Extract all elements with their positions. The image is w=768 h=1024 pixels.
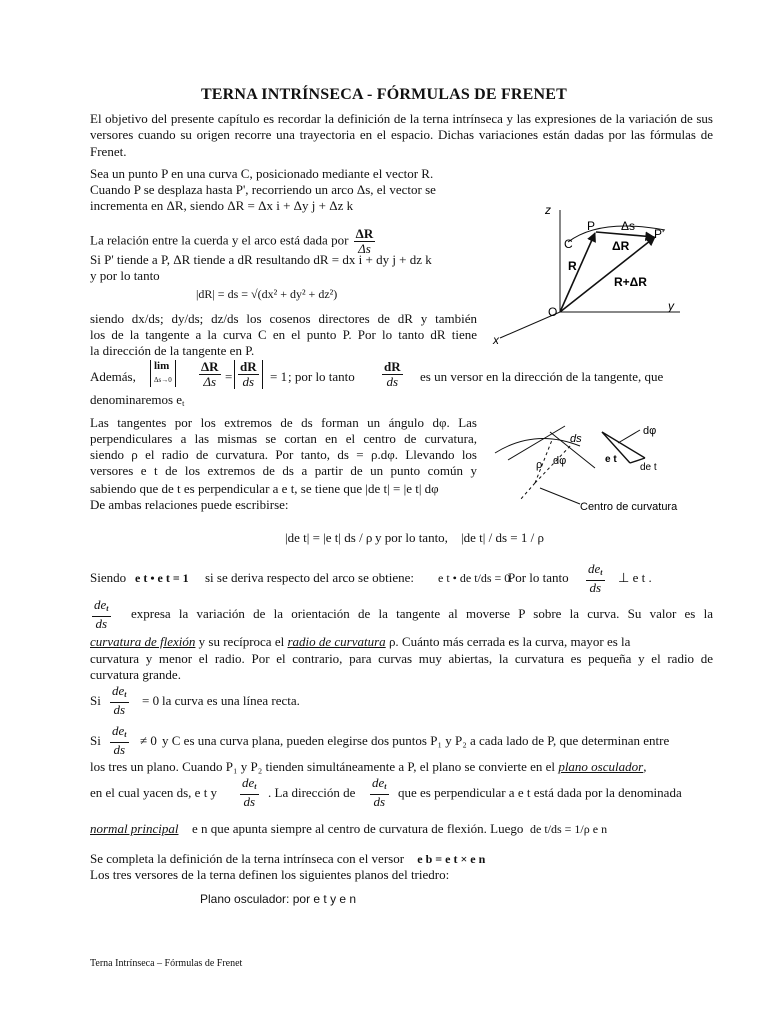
label-x: x	[493, 333, 499, 347]
por-lo-tanto: ; por lo tanto	[288, 369, 355, 384]
text-line: curvatura grande.	[90, 667, 181, 682]
label-o: O	[548, 305, 558, 319]
label-delta-r: ΔR	[612, 239, 630, 253]
text-line: incrementa en ΔR, siendo ΔR = Δx i + Δy j + Δz k	[90, 198, 354, 213]
text-line: perpendiculares a las mismas se cortan en el centro de curvatura,	[90, 431, 477, 446]
eq-derivative-zero: e t • de t/ds = 0	[438, 571, 511, 585]
equals-zero: = 0	[142, 693, 160, 708]
normal-principal-line	[90, 812, 713, 846]
det-ds-fraction-big: $de_t$ ds	[94, 597, 109, 631]
det-ds-fraction-4: $de_t$ ds	[112, 723, 127, 757]
centro-pointer	[540, 488, 580, 504]
label-r: R	[568, 259, 577, 273]
dphi-pointer	[618, 430, 640, 443]
text-line: sabiendo que de t es perpendicular a e t, se tiene que |de t| = |e t| dφ	[90, 481, 439, 496]
label-dphi: dφ	[553, 455, 567, 467]
text-span: los tres un plano. Cuando P₁ y P₂ tienden simultáneamente a P, el plano se convierte en el	[90, 759, 556, 774]
label-rho: ρ	[536, 459, 543, 471]
not-equal-zero: ≠ 0	[140, 733, 157, 748]
label-z: z	[545, 203, 551, 217]
text-span: Se completa la definición de la terna intrínseca con el versor	[90, 851, 405, 866]
yacen-line	[90, 776, 713, 810]
text-span: ρ. Cuánto más cerrada es la curva, mayor es la	[388, 634, 631, 649]
text-line: curvatura y menor el radio. Por el contrario, para curvas muy abiertas, la curvatura es pequeña y el radio de	[90, 651, 713, 666]
eq-binormal: e b = e t × e n	[417, 852, 486, 866]
text-span: e n que apunta siempre al centro de curvatura de flexión. Luego	[192, 821, 524, 836]
curvatura-flexion: curvatura de flexión	[90, 634, 196, 649]
denominaremos-text: denominaremos e	[90, 392, 183, 407]
dr-ds-fraction: $\frac{dR}{ds}$	[234, 360, 263, 389]
text-line: y por lo tanto	[90, 268, 160, 283]
curvature-equations	[285, 520, 585, 556]
text-span: en el cual yacen ds, e t y	[90, 785, 218, 800]
text-line: Los tres versores de la terna definen los siguientes planos del triedro:	[90, 867, 450, 882]
eq-curvature-normal: de t/ds = 1/ρ e n	[530, 822, 608, 836]
eq-et-dot-et: e t • e t = 1	[135, 571, 189, 585]
label-et: e t	[605, 454, 617, 465]
text-line: Las tangentes por los extremos de ds forman un ángulo dφ. Las	[90, 415, 477, 430]
label-centro: Centro de curvatura	[580, 501, 678, 513]
si-plana-line	[90, 724, 713, 758]
text-span: y su recíproca el	[198, 634, 285, 649]
det-ds-fraction-5: $de_t$ ds	[242, 775, 257, 809]
label-dphi-2: dφ	[643, 425, 657, 437]
si-text: Si	[90, 693, 101, 708]
label-p-prime: P'	[654, 227, 665, 241]
det-ds-fraction-3: $de_t$ ds	[112, 683, 127, 717]
text-line: Cuando P se desplaza hasta P', recorriendo un arco Δs, el vector se	[90, 182, 436, 197]
text-line: De ambas relaciones puede escribirse:	[90, 497, 289, 512]
chord-arc-text: La relación entre la cuerda y el arco está dada por	[90, 232, 349, 248]
text-line	[90, 392, 184, 412]
text-span: . La dirección de	[268, 785, 356, 800]
page-title: TERNA INTRÍNSECA - FÓRMULAS DE FRENET	[200, 86, 568, 103]
label-p: P	[587, 219, 596, 233]
equation-dr-ds: |dR| = ds = √(dx² + dy² + dz²)	[196, 287, 338, 301]
text-line: siendo ρ el radio de curvatura. Por tanto, ds = ρ.dφ. Llevando los	[90, 447, 477, 462]
lim-text: lim	[154, 360, 170, 372]
page-footer: Terna Intrínseca – Fórmulas de Frenet	[90, 958, 243, 969]
text-line: siendo dx/ds; dy/ds; dz/ds los cosenos directores de dR y también	[90, 311, 477, 326]
text-line: la dirección de la tangente en P.	[90, 343, 255, 358]
subscript: t	[182, 399, 185, 408]
figure-vector-diagram	[490, 200, 690, 348]
radio-curvatura: radio de curvatura	[287, 634, 386, 649]
normal-principal: normal principal	[90, 821, 179, 836]
si-text: Si	[90, 733, 101, 748]
text-line: versores e t de los extremos de ds a partir de un punto común y	[90, 463, 477, 478]
label-r-plus-dr: R+ΔR	[614, 275, 647, 289]
label-ds: ds	[570, 433, 582, 445]
text-line: Si P' tiende a P, ΔR tiende a dR resultando dR = dx i + dy j + dz k	[90, 252, 432, 267]
siendo-line	[90, 562, 713, 596]
text-span: que es perpendicular a e t está dada por la denominada	[398, 785, 682, 800]
por-lo-tanto-2: Por lo tanto	[508, 570, 569, 585]
osculador-line: los tres un plano. Cuando P₁ y P₂ tienden simultáneamente a P, el plano se convierte en el plano osculador,	[90, 759, 647, 774]
figure-curvature-diagram	[490, 418, 700, 518]
ademas-text: Además,	[90, 369, 136, 384]
plano-osculador: plano osculador	[558, 759, 644, 774]
curvatura-line	[90, 634, 713, 650]
eq-de-t: |de t| = |e t| ds / ρ	[285, 530, 373, 545]
radius-extension	[520, 483, 535, 500]
intro-paragraph: El objetivo del presente capítulo es recordar la definición de la terna intrínseca y las expresiones de la variación de sus versores cuando su origen recorre una trayectoria en el espacio. Dichas variaciones están dadas por las fórmulas de Frenet.	[90, 111, 713, 159]
versor-line	[90, 851, 713, 867]
perpendicular-et: ⊥ e t .	[618, 570, 652, 585]
eq-curvature: |de t| / ds = 1 / ρ	[461, 530, 544, 545]
det-ds-fraction-6: $de_t$ ds	[372, 775, 387, 809]
text-line: Sea un punto P en una curva C, posicionado mediante el vector R.	[90, 166, 434, 181]
siendo-text: Siendo	[90, 570, 127, 585]
lim-subscript: Δs→0	[154, 376, 172, 384]
delta-fraction: $\frac{\Delta R}{\Delta s}$	[201, 359, 219, 389]
text-line: expresa la variación de la orientación de la tangente al moverse P sobre la curva. Su valor es la	[131, 606, 713, 621]
label-delta-s: Δs	[621, 219, 636, 233]
recta-text: la curva es una línea recta.	[162, 693, 300, 708]
text-line: los de la tangente a la curva C en el punto P. Por lo tanto dR tiene	[90, 327, 477, 342]
versor-text: es un versor en la dirección de la tangente, que	[420, 369, 664, 384]
label-det: de t	[640, 462, 657, 473]
plana-text: y C es una curva plana, pueden elegirse dos puntos P₁ y P₂ a cada lado de P, que determinan entre	[162, 733, 670, 748]
label-y: y	[668, 299, 674, 313]
ademas-line: Además, lim Δs→0 $\frac{\Delta R}{\Delta s}$ = $\frac{dR}{ds}$ = 1 ; por lo tanto $\frac{dR}{ds}$ es un versor en la dirección de la tangente, que	[90, 359, 664, 389]
limit-expression	[150, 360, 176, 387]
label-c: C	[564, 237, 573, 251]
delta-r-over-delta-s: $\frac{\Delta R}{\Delta s}$	[355, 226, 374, 256]
det-ds-fraction: $de_t$ ds	[588, 561, 603, 595]
dr-ds-fraction-2: $\frac{dR}{ds}$	[384, 359, 401, 389]
y-por-lo-tanto: y por lo tanto,	[375, 530, 448, 545]
si-recta-line	[90, 684, 490, 718]
equals-one: = 1	[270, 369, 288, 384]
deriva-text: si se deriva respecto del arco se obtiene:	[205, 570, 414, 585]
plano-osculador-line: Plano osculador: por e t y e n	[200, 892, 357, 906]
